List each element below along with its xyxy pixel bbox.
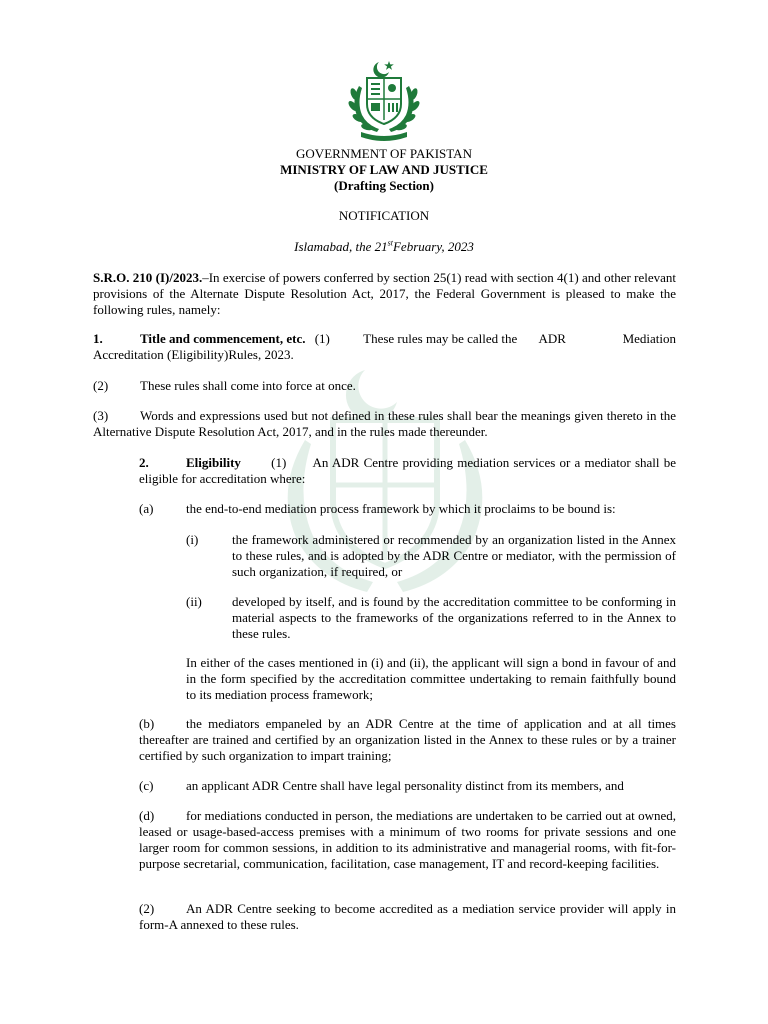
- rule-1-3-paragraph: (3) Words and expressions used but not defined in these rules shall bear the meanings given thereto in the Alternative Dispute Resolution Act, 2017, and in the rules made thereunder.: [93, 408, 676, 439]
- sro-number: S.R.O. 210 (I)/2023.: [93, 270, 203, 285]
- rule-2-paragraph: 2. Eligibility (1) An ADR Centre providing mediation services or a mediator shall be eligible for accreditation where:: [139, 455, 676, 486]
- clause-a-ii: (ii) developed by itself, and is found by the accreditation committee to be conforming in material aspects to the frameworks of the organizations referred to in the Annex to these rules.: [186, 594, 676, 641]
- either-case-paragraph: In either of the cases mentioned in (i) and (ii), the applicant will sign a bond in favour of and in the form specified by the accreditation committee undertaking to remain faithfully bound to its mediation process framework;: [186, 655, 676, 702]
- clause-a: (a) the end-to-end mediation process framework by which it proclaims to be bound is:: [139, 501, 616, 516]
- ministry-heading: MINISTRY OF LAW AND JUSTICE: [280, 162, 488, 177]
- clause-c: (c) an applicant ADR Centre shall have legal personality distinct from its members, and: [139, 778, 624, 793]
- rule-2-2-paragraph: (2) An ADR Centre seeking to become accredited as a mediation service provider will apply in form-A annexed to these rules.: [139, 901, 676, 932]
- preamble-paragraph: S.R.O. 210 (I)/2023.–In exercise of powers conferred by section 25(1) read with section 4(1) and other relevant provisions of the Alternate Dispute Resolution Act, 2017, the Federal Government is pleased to make the following rules, namely:: [93, 270, 677, 317]
- clause-a-i: (i) the framework administered or recommended by an organization listed in the Annex to these rules, and is adopted by the ADR Centre or mediator, with the permission of such organization, if required, or: [186, 532, 676, 579]
- date-line: Islamabad, the 21stFebruary, 2023: [294, 238, 474, 254]
- government-heading: GOVERNMENT OF PAKISTAN: [296, 146, 472, 161]
- state-emblem-icon: [345, 58, 423, 142]
- section-heading: (Drafting Section): [333, 178, 434, 193]
- clause-d: (d) for mediations conducted in person, the mediations are undertaken to be carried out at owned, leased or usage-based-access premises with a minimum of two rooms for private sessions and one larger room for common sessions, in addition to its administrative and managerial rooms, with fit-for-purpose secretarial, communication, facilitation, case management, IT and record-keeping facilities.: [139, 808, 676, 871]
- rule-2-heading: Eligibility: [186, 455, 241, 470]
- notification-title: NOTIFICATION: [338, 208, 430, 223]
- clause-b: (b) the mediators empaneled by an ADR Centre at the time of application and at all times thereafter are trained and certified by an organization listed in the Annex to these rules or by a trainer certified by such organization to impart training;: [139, 716, 676, 763]
- watermark-emblem-icon: [265, 360, 505, 620]
- rule-1-heading: Title and commencement, etc.: [140, 331, 306, 346]
- rule-1-2-paragraph: (2) These rules shall come into force at once.: [93, 378, 356, 393]
- rule-1-paragraph: 1. Title and commencement, etc. (1) These rules may be called the ADR Mediation Accreditation (Eligibility)Rules, 2023.: [93, 331, 676, 362]
